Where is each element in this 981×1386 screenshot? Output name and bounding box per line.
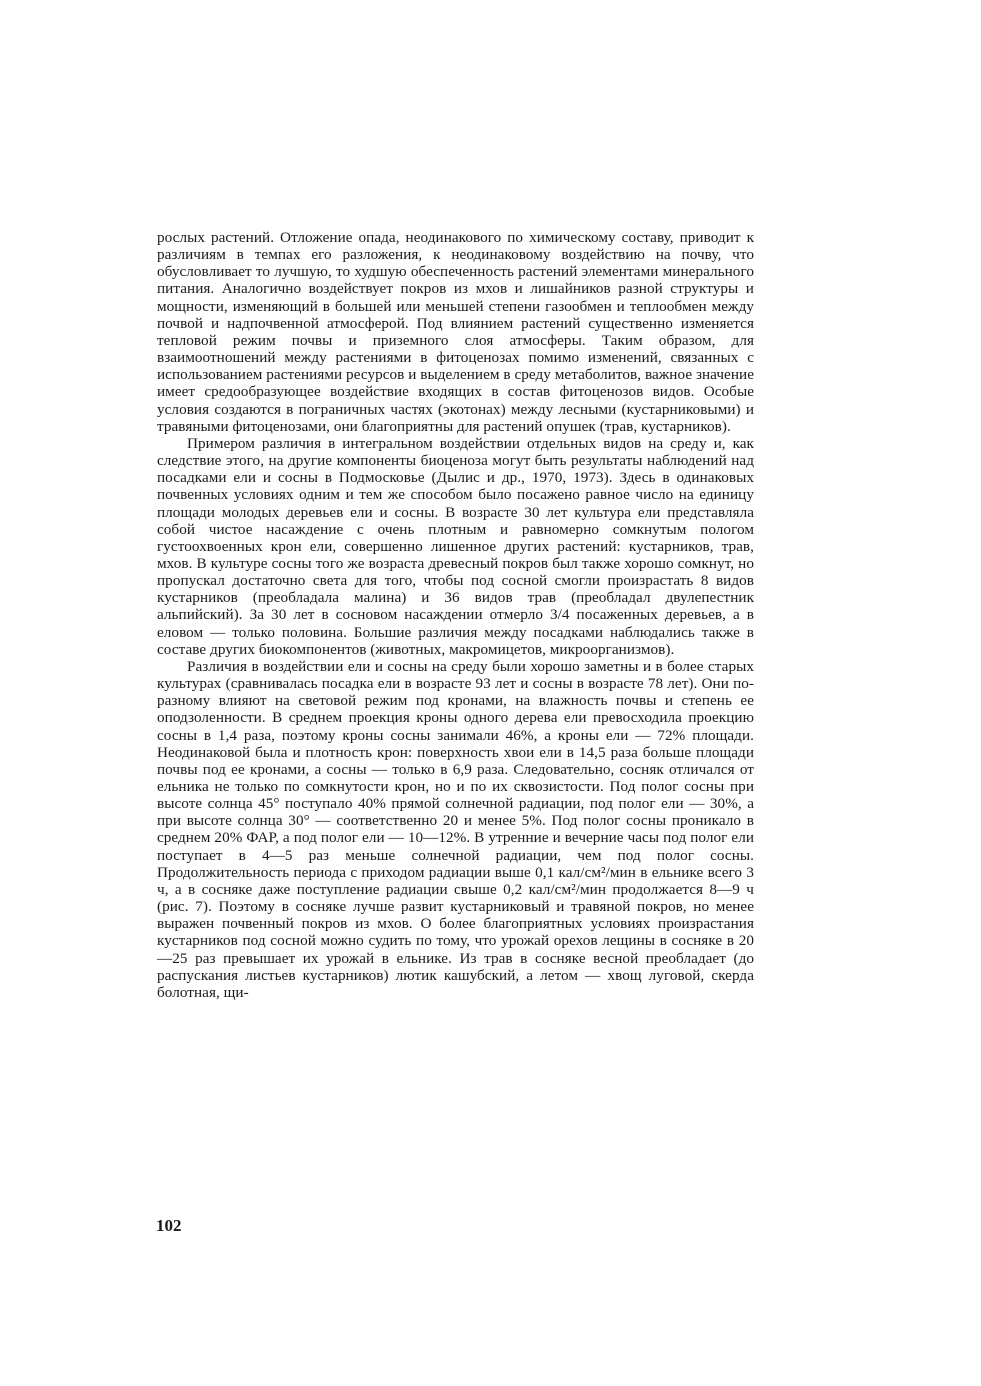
body-text: [157, 229, 754, 1001]
paragraph-2: Примером различия в интегральном воздействии отдельных видов на среду и, как следствие этого, на другие компоненты биоценоза могут быть результаты наблюдений над посадками ели и сосны в Подмосковье (Дылис и др., 1970, 1973). Здесь в одинаковых почвенных условиях одним и тем же способом было посажено равное число на единицу площади молодых деревьев ели и сосны. В возрасте 30 лет культура ели представляла собой чистое насаждение с очень плотным и равномерно сомкнутым пологом густоохвоенных крон ели, совершенно лишенное других растений: кустарников, трав, мхов. В культуре сосны того же возраста древесный покров был также хорошо сомкнут, но пропускал достаточно света для того, чтобы под сосной смогли произрастать 8 видов кустарников (преобладала малина) и 36 видов трав (преобладал двулепестник альпийский). За 30 лет в сосновом насаждении отмерло 3/4 посаженных деревьев, а в еловом — только половина. Большие различия между посадками наблюдались также в составе других биокомпонентов (животных, макромицетов, микроорганизмов).: [157, 434, 754, 658]
paragraph-3: Различия в воздействии ели и сосны на среду были хорошо заметны и в более старых культурах (сравнивалась посадка ели в возрасте 93 лет и сосны в возрасте 78 лет). Они по-разному влияют на световой режим под кронами, на влажность почвы и степень ее оподзоленности. В среднем проекция кроны одного дерева ели превосходила проекцию сосны в 1,4 раза, поэтому кроны сосны занимали 46%, а кроны ели — 72% площади. Неодинаковой была и плотность крон: поверхность хвои ели в 14,5 раза больше площади почвы под ее кронами, а сосны — только в 6,9 раза. Следовательно, сосняк отличался от ельника не только по сомкнутости крон, но и по их сквозистости. Под полог сосны при высоте солнца 45° поступало 40% прямой солнечной радиации, под полог ели — 30%, а при высоте солнца 30° — соответственно 20 и менее 5%. Под полог сосны проникало в среднем 20% ФАР, а под полог ели — 10—12%. В утренние и вечерние часы под полог ели поступает в 4—5 раз меньше солнечной радиации, чем под полог сосны. Продолжительность периода с приходом радиации выше 0,1 кал/см²/мин в ельнике всего 3 ч, а в сосняке даже поступление радиации свыше 0,2 кал/см²/мин продолжается 8—9 ч (рис. 7). Поэтому в сосняке лучше развит кустарниковый и травяной покров, но менее выражен почвенный покров из мхов. О более благоприятных условиях произрастания кустарников под сосной можно судить по тому, что урожай орехов лещины в сосняке в 20—25 раз превышает их урожай в ельнике. Из трав в сосняке весной преобладает (до распускания листьев кустарников) лютик кашубский, а летом — хвощ луговой, скерда болотная, щи-: [157, 657, 754, 1001]
paragraph-1: рослых растений. Отложение опада, неодинакового по химическому составу, приводит к различиям в темпах его разложения, к неодинаковому воздействию на почву, что обусловливает то лучшую, то худшую обеспеченность растений элементами минерального питания. Аналогично воздействует покров из мхов и лишайников разной структуры и мощности, изменяющий в большей или меньшей степени газообмен и теплообмен между почвой и надпочвенной атмосферой. Под влиянием растений существенно изменяется тепловой режим почвы и приземного слоя атмосферы. Таким образом, для взаимоотношений между растениями в фитоценозах помимо изменений, связанных с использованием растениями ресурсов и выделением в среду метаболитов, важное значение имеет средообразующее воздействие входящих в состав фитоценозов видов. Особые условия создаются в пограничных частях (экотонах) между лесными (кустарниковыми) и травяными фитоценозами, они благоприятны для растений опушек (трав, кустарников).: [157, 229, 754, 435]
page-number: 102: [156, 1216, 182, 1235]
